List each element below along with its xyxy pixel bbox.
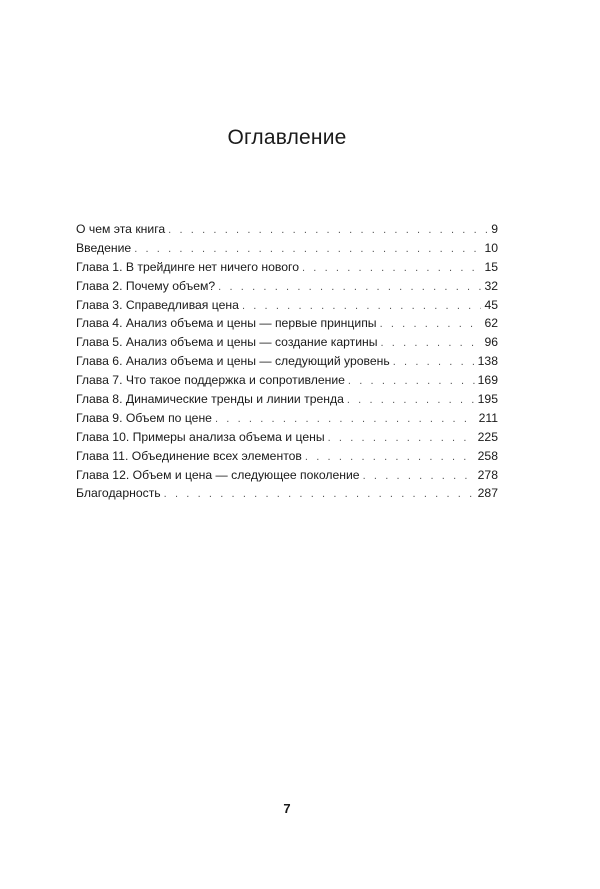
toc-leader-dots (242, 297, 482, 316)
toc-entry (76, 466, 498, 485)
toc-leader-dots (393, 353, 475, 372)
toc-entry (76, 390, 498, 409)
toc-list (76, 220, 498, 503)
toc-entry-label: Глава 8. Динамические тренды и линии тренда (76, 392, 344, 407)
toc-leader-dots (347, 391, 475, 410)
toc-entry-label: Глава 5. Анализ объема и цены — создание картины (76, 335, 378, 350)
toc-entry-page: 45 (484, 297, 498, 312)
toc-leader-dots (328, 429, 475, 448)
toc-entry-page: 195 (477, 392, 498, 407)
toc-entry-page: 211 (478, 410, 498, 425)
toc-entry (76, 296, 498, 315)
toc-entry (76, 277, 498, 296)
toc-title: Оглавление (227, 126, 347, 149)
toc-leader-dots (215, 410, 476, 429)
toc-entry-label: Благодарность (76, 486, 161, 501)
toc-leader-dots (380, 315, 482, 334)
toc-entry-page: 138 (477, 354, 498, 369)
toc-entry (76, 371, 498, 390)
toc-entry-label: Глава 9. Объем по цене (76, 410, 212, 425)
toc-entry (76, 314, 498, 333)
toc-leader-dots (164, 485, 475, 504)
page-number: 7 (283, 801, 291, 816)
toc-entry-label: Глава 6. Анализ объема и цены — следующий уровень (76, 354, 390, 369)
toc-entry-page: 225 (477, 429, 498, 444)
toc-entry-page: 62 (484, 316, 498, 331)
toc-entry (76, 409, 498, 428)
toc-entry-label: О чем эта книга (76, 222, 166, 236)
toc-entry-page: 15 (484, 259, 498, 274)
toc-entry-label: Глава 10. Примеры анализа объема и цены (76, 429, 325, 444)
toc-entry (76, 258, 498, 277)
toc-entry-page: 258 (477, 448, 498, 463)
toc-leader-dots (381, 334, 482, 353)
toc-entry-page: 9 (491, 222, 498, 236)
toc-leader-dots (168, 221, 488, 240)
toc-entry (76, 352, 498, 371)
toc-entry-label: Глава 7. Что такое поддержка и сопротивление (76, 373, 345, 388)
toc-leader-dots (302, 259, 481, 278)
toc-entry-page: 96 (484, 335, 498, 350)
toc-entry-page: 10 (484, 240, 498, 255)
toc-leader-dots (134, 240, 481, 259)
toc-entry-label: Глава 4. Анализ объема и цены — первые принципы (76, 316, 377, 331)
toc-entry (76, 428, 498, 447)
toc-entry (76, 239, 498, 258)
toc-entry (76, 447, 498, 466)
toc-leader-dots (363, 467, 475, 486)
toc-entry (76, 220, 498, 239)
toc-entry-page: 169 (477, 373, 498, 388)
toc-entry-label: Глава 12. Объем и цена — следующее поколение (76, 467, 360, 482)
toc-entry (76, 333, 498, 352)
toc-entry-label: Глава 3. Справедливая цена (76, 297, 239, 312)
toc-entry-page: 278 (477, 467, 498, 482)
toc-entry-label: Глава 1. В трейдинге нет ничего нового (76, 259, 299, 274)
toc-entry-page: 287 (477, 486, 498, 501)
toc-leader-dots (218, 278, 481, 297)
toc-leader-dots (348, 372, 475, 391)
toc-entry-label: Введение (76, 240, 132, 255)
toc-entry (76, 484, 498, 503)
toc-leader-dots (305, 448, 475, 467)
toc-entry-page: 32 (484, 278, 498, 293)
toc-entry-label: Глава 2. Почему объем? (76, 278, 216, 293)
toc-entry-label: Глава 11. Объединение всех элементов (76, 448, 302, 463)
